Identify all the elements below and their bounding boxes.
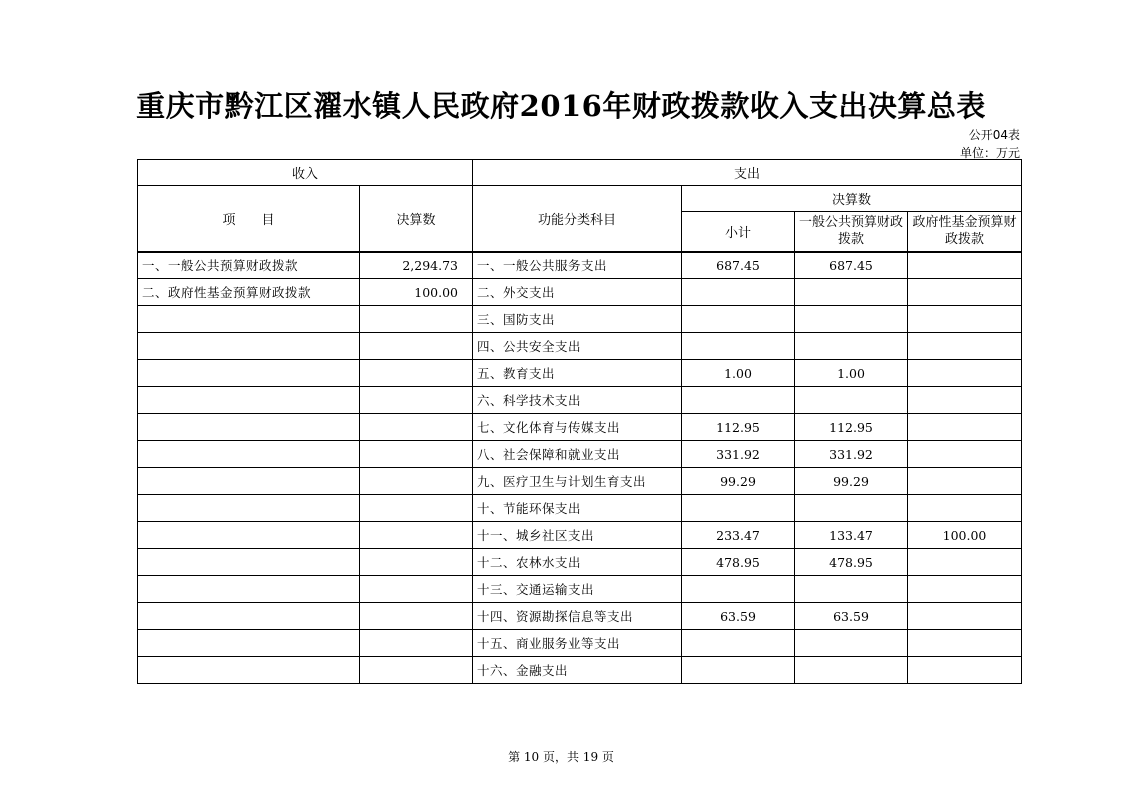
fund-cell xyxy=(908,576,1022,603)
fund-cell xyxy=(908,252,1022,279)
subtotal-cell xyxy=(682,657,795,684)
subtotal-cell: 687.45 xyxy=(682,252,795,279)
fund-cell xyxy=(908,441,1022,468)
income-amount-cell xyxy=(360,360,473,387)
general-cell: 133.47 xyxy=(795,522,908,549)
table-row xyxy=(138,279,1022,306)
table-row xyxy=(138,603,1022,630)
income-amount-cell xyxy=(360,576,473,603)
subtotal-cell xyxy=(682,630,795,657)
table-row xyxy=(138,657,1022,684)
subtotal-cell: 99.29 xyxy=(682,468,795,495)
general-cell xyxy=(795,495,908,522)
category-cell: 二、外交支出 xyxy=(473,279,682,306)
income-item-cell xyxy=(138,603,360,630)
subtotal-cell: 233.47 xyxy=(682,522,795,549)
fund-cell: 100.00 xyxy=(908,522,1022,549)
income-item-cell xyxy=(138,306,360,333)
subtotal-cell: 331.92 xyxy=(682,441,795,468)
fund-cell xyxy=(908,279,1022,306)
category-cell: 八、社会保障和就业支出 xyxy=(473,441,682,468)
subtotal-cell: 1.00 xyxy=(682,360,795,387)
settlement-header: 决算数 xyxy=(360,186,473,252)
income-amount-cell xyxy=(360,657,473,684)
income-amount-cell xyxy=(360,333,473,360)
income-amount-cell xyxy=(360,387,473,414)
page-footer: 第 10 页，共 19 页 xyxy=(508,750,614,764)
function-category-header: 功能分类科目 xyxy=(473,186,682,252)
table-row xyxy=(138,252,1022,279)
category-cell: 三、国防支出 xyxy=(473,306,682,333)
category-cell: 四、公共安全支出 xyxy=(473,333,682,360)
subtotal-cell xyxy=(682,576,795,603)
income-item-cell xyxy=(138,549,360,576)
income-amount-cell xyxy=(360,495,473,522)
income-item-cell xyxy=(138,468,360,495)
table-row xyxy=(138,576,1022,603)
general-cell: 478.95 xyxy=(795,549,908,576)
fund-cell xyxy=(908,333,1022,360)
income-item-cell xyxy=(138,360,360,387)
subtotal-cell: 478.95 xyxy=(682,549,795,576)
subtotal-cell xyxy=(682,333,795,360)
fund-cell xyxy=(908,306,1022,333)
general-cell xyxy=(795,279,908,306)
table-body xyxy=(138,252,1022,684)
income-amount-cell xyxy=(360,522,473,549)
income-item-cell: 二、政府性基金预算财政拨款 xyxy=(138,279,360,306)
table-row xyxy=(138,360,1022,387)
subtotal-cell xyxy=(682,279,795,306)
table-row xyxy=(138,630,1022,657)
income-item-cell xyxy=(138,576,360,603)
general-cell: 1.00 xyxy=(795,360,908,387)
fund-cell xyxy=(908,468,1022,495)
fund-cell xyxy=(908,549,1022,576)
income-item-cell xyxy=(138,522,360,549)
income-item-cell xyxy=(138,414,360,441)
subtotal-cell xyxy=(682,495,795,522)
general-cell xyxy=(795,333,908,360)
page-title: 重庆市黔江区濯水镇人民政府2016年财政拨款收入支出决算总表 xyxy=(136,89,986,123)
table-row xyxy=(138,414,1022,441)
income-item-cell xyxy=(138,495,360,522)
general-budget-header: 一般公共预算财政拨款 xyxy=(795,212,908,252)
fund-cell xyxy=(908,657,1022,684)
income-amount-cell: 2,294.73 xyxy=(360,252,473,279)
item-header: 项 目 xyxy=(138,186,360,252)
general-cell xyxy=(795,306,908,333)
subtotal-cell xyxy=(682,306,795,333)
general-cell: 687.45 xyxy=(795,252,908,279)
table-row xyxy=(138,522,1022,549)
category-cell: 六、科学技术支出 xyxy=(473,387,682,414)
income-amount-cell xyxy=(360,441,473,468)
table-code: 公开04表 xyxy=(968,128,1020,142)
table-row xyxy=(138,333,1022,360)
table-row xyxy=(138,468,1022,495)
subtotal-header: 小计 xyxy=(682,212,795,252)
income-amount-cell: 100.00 xyxy=(360,279,473,306)
category-cell: 十、节能环保支出 xyxy=(473,495,682,522)
fund-cell xyxy=(908,360,1022,387)
general-cell: 112.95 xyxy=(795,414,908,441)
subtotal-cell: 63.59 xyxy=(682,603,795,630)
fund-cell xyxy=(908,603,1022,630)
general-cell xyxy=(795,657,908,684)
category-cell: 十五、商业服务业等支出 xyxy=(473,630,682,657)
table-row xyxy=(138,549,1022,576)
income-item-cell xyxy=(138,387,360,414)
category-cell: 一、一般公共服务支出 xyxy=(473,252,682,279)
general-cell: 331.92 xyxy=(795,441,908,468)
income-header: 收入 xyxy=(138,160,473,186)
category-cell: 十二、农林水支出 xyxy=(473,549,682,576)
income-amount-cell xyxy=(360,549,473,576)
table-row xyxy=(138,387,1022,414)
category-cell: 十六、金融支出 xyxy=(473,657,682,684)
fund-cell xyxy=(908,630,1022,657)
budget-table xyxy=(137,159,1022,684)
income-amount-cell xyxy=(360,630,473,657)
table-row xyxy=(138,441,1022,468)
category-cell: 九、医疗卫生与计划生育支出 xyxy=(473,468,682,495)
category-cell: 十四、资源勘探信息等支出 xyxy=(473,603,682,630)
income-item-cell xyxy=(138,630,360,657)
table-row xyxy=(138,306,1022,333)
income-amount-cell xyxy=(360,414,473,441)
subtotal-cell xyxy=(682,387,795,414)
income-item-cell xyxy=(138,657,360,684)
unit-label: 单位：万元 xyxy=(959,146,1020,160)
category-cell: 七、文化体育与传媒支出 xyxy=(473,414,682,441)
table-row xyxy=(138,495,1022,522)
category-cell: 五、教育支出 xyxy=(473,360,682,387)
income-item-cell: 一、一般公共预算财政拨款 xyxy=(138,252,360,279)
settlement-group-header: 决算数 xyxy=(682,186,1022,212)
income-amount-cell xyxy=(360,468,473,495)
fund-cell xyxy=(908,495,1022,522)
income-amount-cell xyxy=(360,603,473,630)
general-cell xyxy=(795,630,908,657)
income-amount-cell xyxy=(360,306,473,333)
general-cell: 99.29 xyxy=(795,468,908,495)
category-cell: 十一、城乡社区支出 xyxy=(473,522,682,549)
subtotal-cell: 112.95 xyxy=(682,414,795,441)
fund-cell xyxy=(908,387,1022,414)
category-cell: 十三、交通运输支出 xyxy=(473,576,682,603)
general-cell xyxy=(795,387,908,414)
gov-fund-header: 政府性基金预算财政拨款 xyxy=(908,212,1022,252)
income-item-cell xyxy=(138,333,360,360)
fund-cell xyxy=(908,414,1022,441)
expense-header: 支出 xyxy=(473,160,1022,186)
general-cell xyxy=(795,576,908,603)
income-item-cell xyxy=(138,441,360,468)
general-cell: 63.59 xyxy=(795,603,908,630)
